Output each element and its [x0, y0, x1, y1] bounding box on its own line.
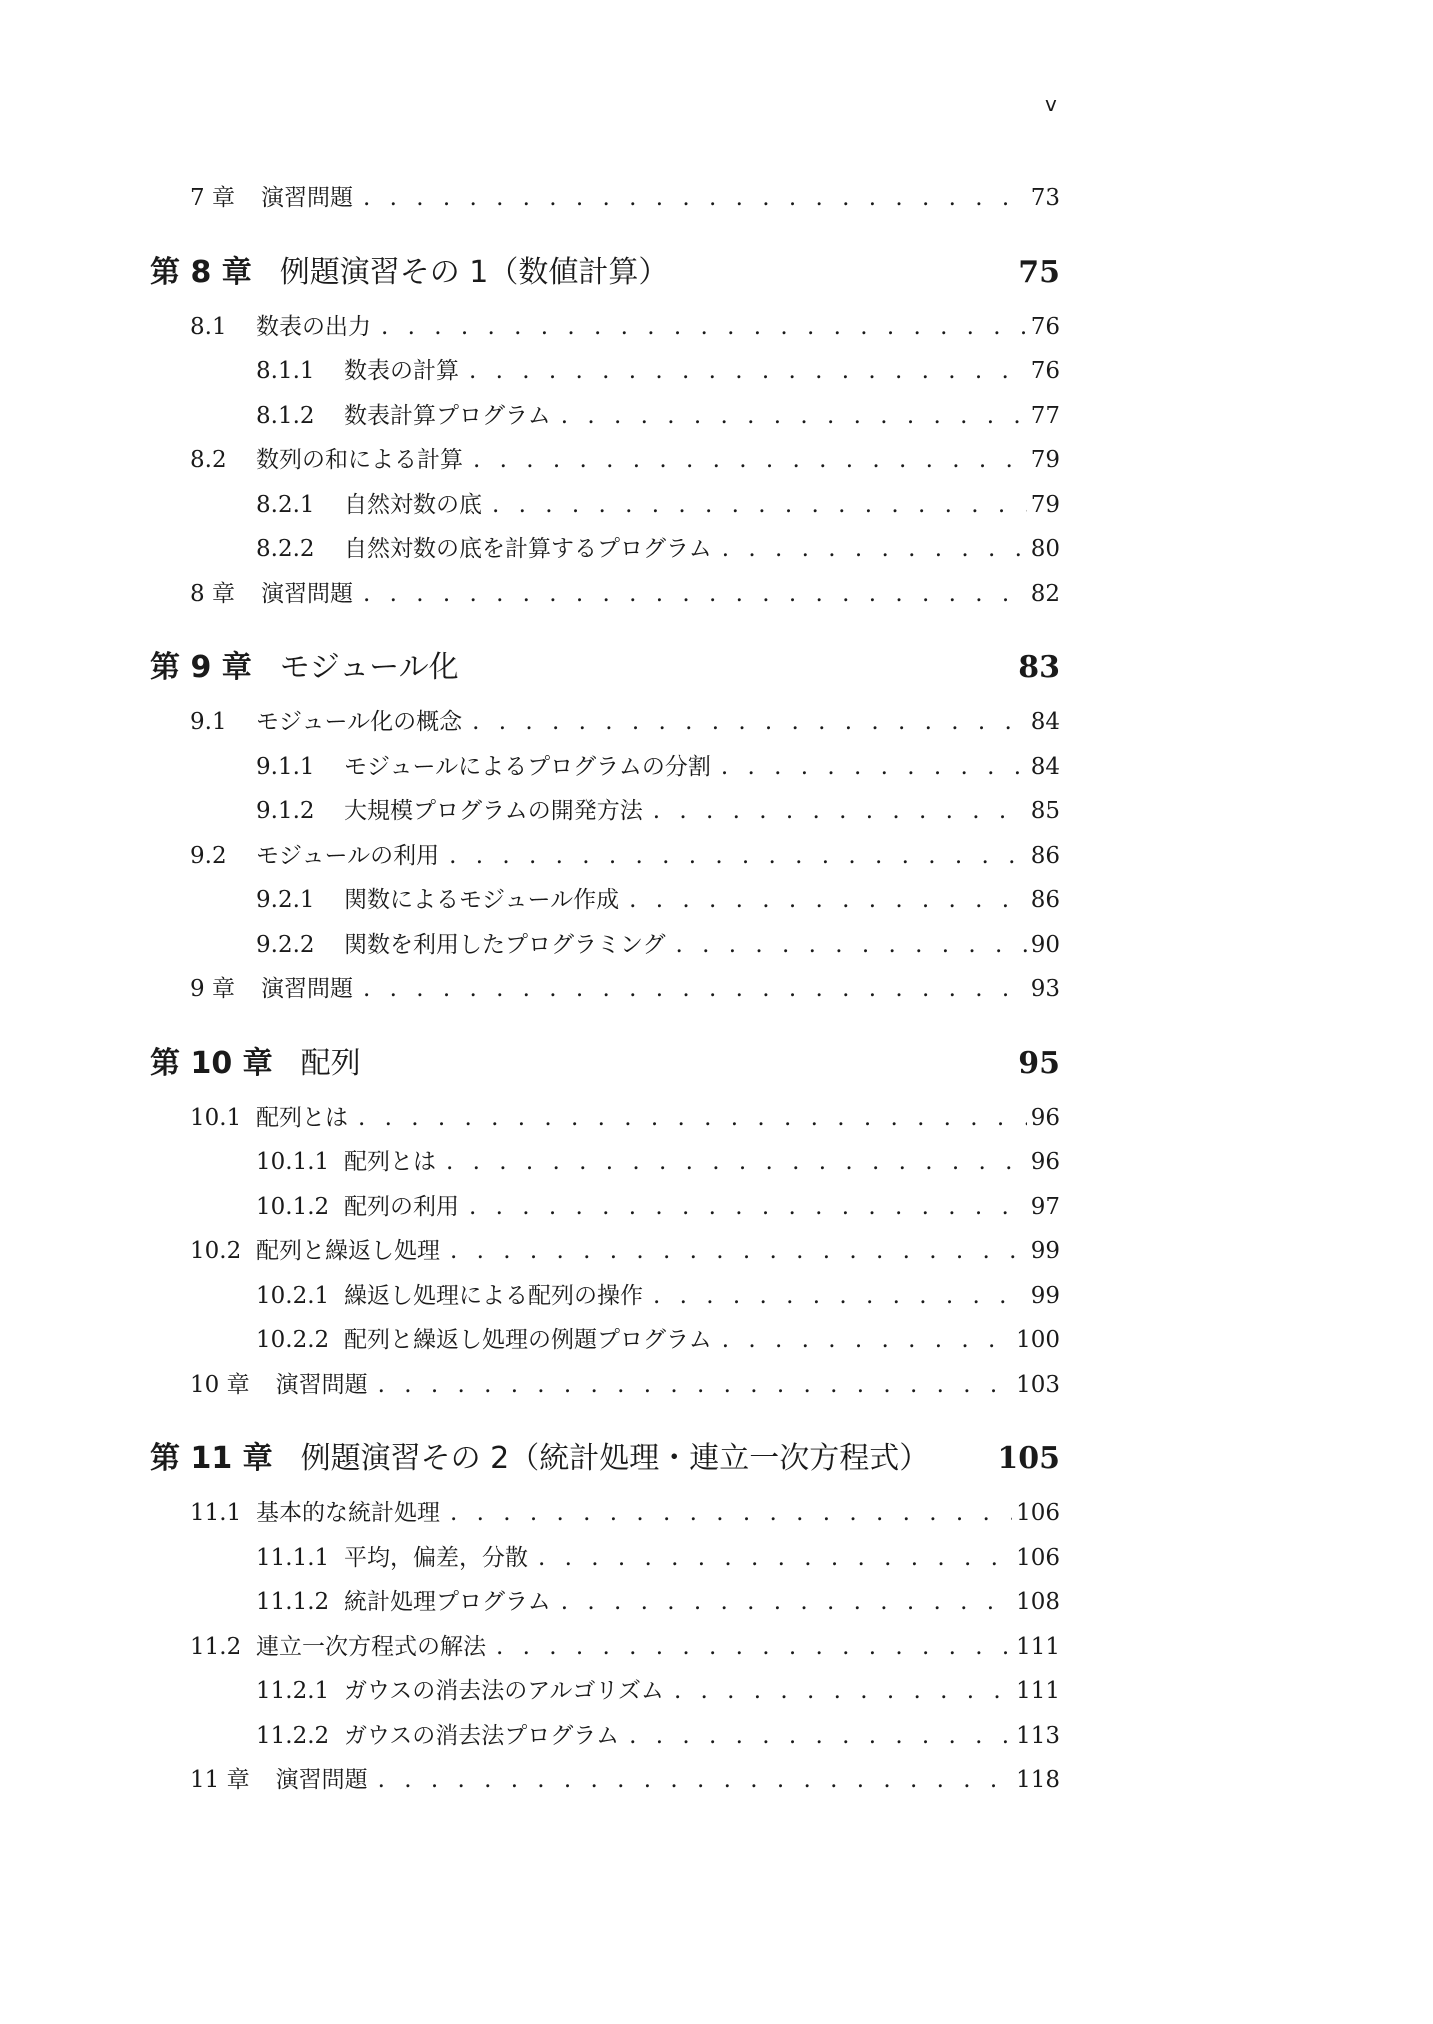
toc-sub-entry[interactable] — [150, 1318, 1060, 1363]
toc-section-entry[interactable] — [150, 438, 1060, 483]
entry-number: 10.1.2 — [256, 1193, 330, 1220]
toc-exercise-entry[interactable] — [150, 1758, 1060, 1803]
toc-section-entry[interactable] — [150, 305, 1060, 350]
chapter-number: 第 10 章 — [150, 1045, 273, 1081]
entry-title: 数表計算プログラム — [344, 402, 551, 429]
entry-number: 9.1.1 — [256, 753, 315, 780]
toc-sub-entry[interactable] — [150, 1185, 1060, 1230]
entry-title: 配列と繰返し処理 — [256, 1238, 440, 1264]
toc-sub-entry[interactable] — [150, 1714, 1060, 1759]
toc-section-entry[interactable] — [150, 1229, 1060, 1274]
toc-sub-entry[interactable] — [150, 349, 1060, 394]
dot-leader — [653, 789, 1027, 834]
entry-title: モジュール化の概念 — [256, 709, 463, 735]
entry-title: ガウスの消去法のアルゴリズム — [344, 1678, 664, 1704]
dot-leader — [363, 572, 1027, 617]
entry-number: 8.2.2 — [256, 536, 315, 562]
entry-number: 8.2 — [190, 447, 227, 473]
entry-number: 8.2.1 — [256, 491, 315, 518]
dot-leader — [496, 1625, 1012, 1670]
entry-title: 関数によるモジュール作成 — [344, 887, 620, 913]
dot-leader — [363, 967, 1027, 1012]
entry-number: 10.2.2 — [256, 1327, 330, 1353]
entry-title: 演習問題 — [275, 1371, 368, 1398]
entry-number: 11.2 — [190, 1633, 242, 1660]
toc-section-entry[interactable] — [150, 1625, 1060, 1670]
entry-number: 11.2.2 — [256, 1722, 330, 1749]
toc-section-entry[interactable] — [150, 1491, 1060, 1536]
dot-leader — [653, 1274, 1027, 1319]
dot-leader — [469, 1185, 1027, 1230]
dot-leader — [722, 527, 1027, 572]
entry-page: 113 — [1016, 1722, 1060, 1749]
dot-leader — [450, 1229, 1027, 1274]
entry-title: 自然対数の底を計算するプログラム — [344, 536, 712, 562]
toc-section-entry[interactable] — [150, 834, 1060, 879]
toc-sub-entry[interactable] — [150, 1140, 1060, 1185]
entry-page: 90 — [1030, 931, 1060, 958]
chapter-title: モジュール化 — [279, 650, 459, 685]
chapter-title: 例題演習その 1（数値計算） — [279, 254, 669, 290]
entry-title: 数表の出力 — [256, 313, 371, 340]
dot-leader — [676, 923, 1027, 968]
entry-page: 96 — [1030, 1149, 1060, 1175]
chapter-number: 第 8 章 — [150, 254, 252, 290]
entry-title: 配列とは — [344, 1149, 436, 1175]
table-of-contents — [150, 176, 1060, 1803]
entry-title: 平均，偏差，分散 — [344, 1544, 528, 1571]
toc-section-entry[interactable] — [150, 700, 1060, 745]
entry-page: 86 — [1030, 887, 1060, 913]
entry-title: 連立一次方程式の解法 — [256, 1633, 486, 1660]
toc-sub-entry[interactable] — [150, 483, 1060, 528]
toc-chapter-heading[interactable] — [150, 251, 1060, 295]
entry-page: 85 — [1030, 798, 1060, 824]
entry-title: 数列の和による計算 — [256, 447, 463, 473]
dot-leader — [629, 1714, 1012, 1759]
entry-title: 数表の計算 — [344, 358, 459, 384]
entry-page: 82 — [1030, 580, 1060, 607]
toc-sub-entry[interactable] — [150, 789, 1060, 834]
chapter-number: 第 11 章 — [150, 1441, 273, 1476]
dot-leader — [381, 305, 1027, 350]
entry-page: 93 — [1030, 976, 1060, 1002]
dot-leader — [363, 176, 1027, 221]
entry-page: 99 — [1030, 1238, 1060, 1264]
entry-title: 関数を利用したプログラミング — [344, 931, 666, 958]
entry-title: 配列とは — [256, 1104, 348, 1131]
entry-number: 10.1.1 — [256, 1149, 330, 1175]
entry-number: 10.2 — [190, 1238, 242, 1264]
dot-leader — [473, 438, 1027, 483]
entry-page: 106 — [1016, 1544, 1060, 1571]
dot-leader — [472, 700, 1027, 745]
entry-number: 9.2.1 — [256, 887, 315, 913]
toc-sub-entry[interactable] — [150, 1669, 1060, 1714]
entry-page: 76 — [1030, 313, 1060, 340]
entry-title: 基本的な統計処理 — [256, 1500, 440, 1526]
entry-number: 9.1.2 — [256, 798, 315, 824]
toc-sub-entry[interactable] — [150, 1580, 1060, 1625]
toc-sub-entry[interactable] — [150, 745, 1060, 790]
entry-page: 80 — [1030, 536, 1060, 562]
entry-number: 11 章 — [190, 1767, 250, 1793]
entry-number: 11.2.1 — [256, 1678, 330, 1704]
entry-number: 9.2.2 — [256, 931, 315, 958]
dot-leader — [492, 483, 1027, 528]
entry-page: 84 — [1030, 753, 1060, 780]
toc-section-entry[interactable] — [150, 1096, 1060, 1141]
toc-exercise-entry[interactable] — [150, 176, 1060, 221]
dot-leader — [450, 1491, 1012, 1536]
toc-sub-entry[interactable] — [150, 1274, 1060, 1319]
entry-title: 統計処理プログラム — [344, 1589, 551, 1615]
entry-number: 8.1.2 — [256, 402, 315, 429]
entry-number: 10.2.1 — [256, 1282, 330, 1309]
dot-leader — [561, 394, 1027, 439]
entry-page: 99 — [1030, 1282, 1060, 1309]
toc-sub-entry[interactable] — [150, 878, 1060, 923]
entry-page: 96 — [1030, 1104, 1060, 1131]
dot-leader — [674, 1669, 1012, 1714]
entry-page: 111 — [1016, 1633, 1060, 1660]
entry-page: 118 — [1016, 1767, 1060, 1793]
entry-page: 86 — [1030, 842, 1060, 869]
chapter-title: 配列 — [300, 1045, 361, 1081]
toc-chapter-heading[interactable] — [150, 1042, 1060, 1086]
toc-sub-entry[interactable] — [150, 394, 1060, 439]
entry-page: 79 — [1030, 447, 1060, 473]
entry-number: 9 章 — [190, 976, 235, 1002]
dot-leader — [446, 1140, 1027, 1185]
toc-sub-entry[interactable] — [150, 923, 1060, 968]
chapter-title: 例題演習その 2（統計処理・連立一次方程式） — [300, 1441, 930, 1476]
entry-page: 100 — [1016, 1327, 1060, 1353]
chapter-page: 83 — [1018, 650, 1060, 685]
entry-title: 演習問題 — [260, 185, 353, 211]
entry-number: 8 章 — [190, 580, 235, 607]
entry-page: 103 — [1016, 1371, 1060, 1398]
entry-number: 10.1 — [190, 1104, 242, 1131]
entry-page: 84 — [1030, 709, 1060, 735]
entry-number: 9.1 — [190, 709, 227, 735]
toc-chapter-heading[interactable] — [150, 1437, 1060, 1481]
dot-leader — [722, 1318, 1012, 1363]
entry-number: 9.2 — [190, 842, 227, 869]
dot-leader — [538, 1536, 1012, 1581]
entry-title: モジュールの利用 — [256, 842, 440, 869]
toc-chapter-heading[interactable] — [150, 646, 1060, 690]
entry-page: 97 — [1030, 1193, 1060, 1220]
entry-title: 演習問題 — [260, 976, 353, 1002]
entry-title: 配列と繰返し処理の例題プログラム — [344, 1327, 712, 1353]
dot-leader — [469, 349, 1027, 394]
dot-leader — [561, 1580, 1012, 1625]
entry-number: 11.1.1 — [256, 1544, 330, 1571]
chapter-number: 第 9 章 — [150, 650, 252, 685]
chapter-page: 95 — [1018, 1045, 1060, 1081]
entry-page: 73 — [1030, 185, 1060, 211]
entry-number: 10 章 — [190, 1371, 250, 1398]
entry-number: 7 章 — [190, 185, 235, 211]
entry-page: 111 — [1016, 1678, 1060, 1704]
page-number: v — [1045, 92, 1057, 116]
entry-page: 106 — [1016, 1500, 1060, 1526]
toc-exercise-entry[interactable] — [150, 1363, 1060, 1408]
toc-exercise-entry[interactable] — [150, 967, 1060, 1012]
entry-page: 77 — [1030, 402, 1060, 429]
entry-title: 演習問題 — [260, 580, 353, 607]
entry-title: ガウスの消去法プログラム — [344, 1722, 620, 1749]
entry-title: 演習問題 — [275, 1767, 368, 1793]
entry-title: 大規模プログラムの開発方法 — [344, 798, 643, 824]
dot-leader — [629, 878, 1027, 923]
toc-sub-entry[interactable] — [150, 1536, 1060, 1581]
entry-title: 繰返し処理による配列の操作 — [344, 1282, 643, 1309]
entry-page: 79 — [1030, 491, 1060, 518]
entry-number: 8.1.1 — [256, 358, 315, 384]
entry-title: 配列の利用 — [344, 1193, 459, 1220]
dot-leader — [721, 745, 1027, 790]
dot-leader — [358, 1096, 1027, 1141]
chapter-page: 105 — [997, 1441, 1060, 1476]
dot-leader — [378, 1758, 1013, 1803]
dot-leader — [378, 1363, 1013, 1408]
toc-sub-entry[interactable] — [150, 527, 1060, 572]
toc-exercise-entry[interactable] — [150, 572, 1060, 617]
entry-number: 11.1 — [190, 1500, 242, 1526]
entry-number: 8.1 — [190, 313, 227, 340]
chapter-page: 75 — [1018, 254, 1060, 290]
entry-page: 76 — [1030, 358, 1060, 384]
dot-leader — [449, 834, 1027, 879]
entry-page: 108 — [1016, 1589, 1060, 1615]
entry-number: 11.1.2 — [256, 1589, 330, 1615]
entry-title: 自然対数の底 — [344, 491, 482, 518]
entry-title: モジュールによるプログラムの分割 — [344, 753, 711, 780]
